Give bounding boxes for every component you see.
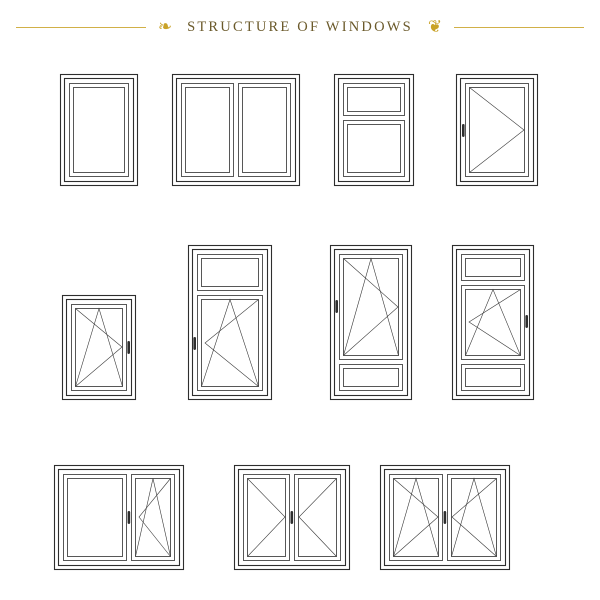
ornament-right-icon: ❦ xyxy=(427,17,443,36)
handle-icon xyxy=(335,300,338,313)
handle-icon xyxy=(193,337,196,350)
handle-icon xyxy=(444,511,447,524)
window-fixed-plus-tilt-turn-pair xyxy=(54,465,184,570)
window-tilt-and-turn-single xyxy=(62,295,136,400)
window-double-fixed-casement xyxy=(172,74,300,186)
handle-icon xyxy=(525,315,528,328)
window-tilt-and-turn-with-transom xyxy=(188,245,272,400)
window-fixed-with-top-transom xyxy=(334,74,414,186)
page-title: STRUCTURE OF WINDOWS xyxy=(187,19,413,35)
window-double-tilt-and-turn-pair xyxy=(380,465,510,570)
handle-icon xyxy=(291,511,294,524)
window-tall-tilt-and-turn-with-panel xyxy=(330,245,412,400)
window-double-side-hung-pair xyxy=(234,465,350,570)
handle-icon xyxy=(462,124,465,137)
handle-icon xyxy=(128,511,131,524)
window-tilt-and-turn-transom-and-panel xyxy=(452,245,534,400)
header xyxy=(0,10,600,44)
window-single-side-hung-right xyxy=(456,74,538,186)
ornament-left-icon: ❧ xyxy=(157,17,173,36)
window-single-fixed-casement xyxy=(60,74,138,186)
handle-icon xyxy=(127,341,130,354)
